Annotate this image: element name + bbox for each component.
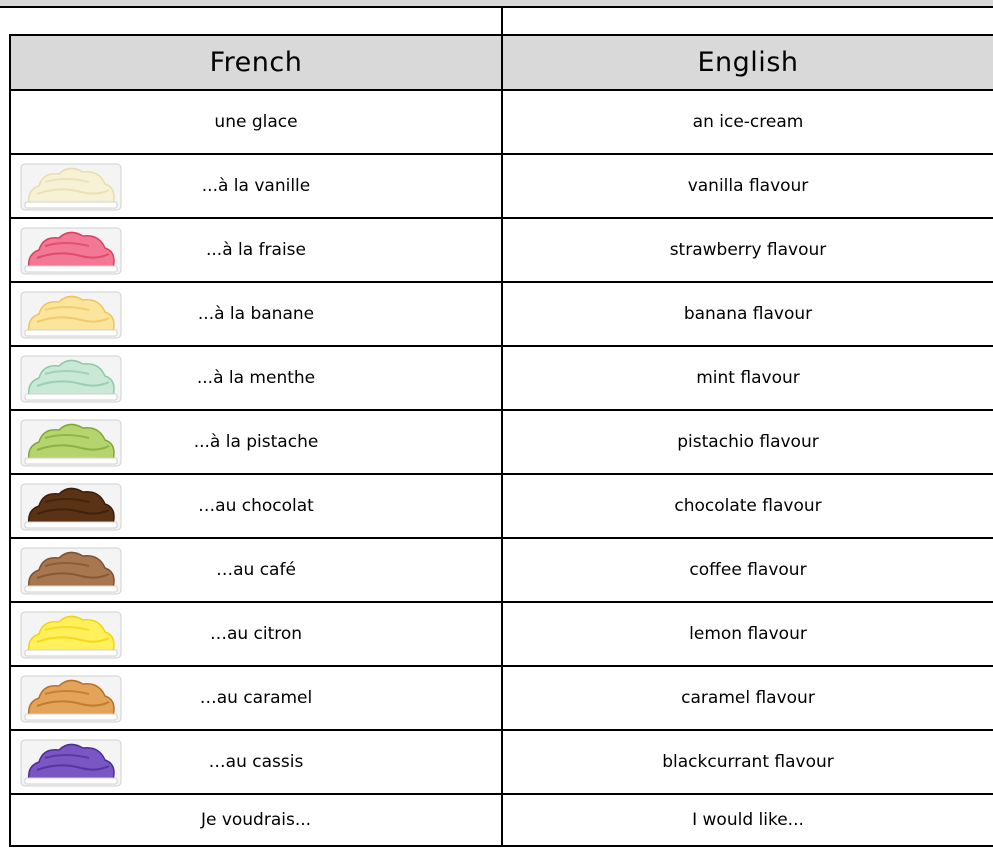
french-cell bbox=[10, 538, 502, 602]
french-term: une glace bbox=[214, 112, 298, 132]
english-term: vanilla flavour bbox=[502, 154, 993, 218]
top-header-band bbox=[0, 0, 993, 8]
english-term: coffee flavour bbox=[502, 538, 993, 602]
french-cell bbox=[10, 90, 502, 154]
pistachio-ice-cream-icon bbox=[19, 416, 123, 468]
french-term: ...à la fraise bbox=[205, 240, 306, 260]
coffee-ice-cream-icon bbox=[19, 544, 123, 596]
chocolate-ice-cream-icon bbox=[19, 480, 123, 532]
english-term: strawberry flavour bbox=[502, 218, 993, 282]
table-row bbox=[10, 538, 993, 602]
french-cell bbox=[10, 154, 502, 218]
french-cell bbox=[10, 474, 502, 538]
english-term: blackcurrant flavour bbox=[502, 730, 993, 794]
french-term: …au café bbox=[216, 560, 296, 580]
english-term: I would like... bbox=[502, 794, 993, 846]
english-term: an ice-cream bbox=[502, 90, 993, 154]
strawberry-ice-cream-icon bbox=[19, 224, 123, 276]
table-row bbox=[10, 154, 993, 218]
french-cell bbox=[10, 410, 502, 474]
table-row bbox=[10, 282, 993, 346]
french-term: …au chocolat bbox=[198, 496, 314, 516]
table-row bbox=[10, 90, 993, 154]
english-term: mint flavour bbox=[502, 346, 993, 410]
table-row bbox=[10, 730, 993, 794]
french-term: …au caramel bbox=[199, 688, 313, 708]
english-term: lemon flavour bbox=[502, 602, 993, 666]
french-term: ...à la menthe bbox=[196, 368, 316, 388]
french-term: ...à la pistache bbox=[193, 432, 319, 452]
french-cell bbox=[10, 346, 502, 410]
banana-ice-cream-icon bbox=[19, 288, 123, 340]
french-term: …au cassis bbox=[208, 752, 304, 772]
english-term: banana flavour bbox=[502, 282, 993, 346]
caramel-ice-cream-icon bbox=[19, 672, 123, 724]
top-column-divider bbox=[501, 8, 503, 35]
english-term: caramel flavour bbox=[502, 666, 993, 730]
table-row bbox=[10, 410, 993, 474]
french-term: ...à la banane bbox=[197, 304, 315, 324]
french-cell bbox=[10, 794, 502, 846]
french-cell bbox=[10, 666, 502, 730]
lemon-ice-cream-icon bbox=[19, 608, 123, 660]
vanilla-ice-cream-icon bbox=[19, 160, 123, 212]
table-row bbox=[10, 602, 993, 666]
table-row bbox=[10, 794, 993, 846]
vocabulary-table bbox=[9, 34, 993, 847]
english-term: chocolate flavour bbox=[502, 474, 993, 538]
table-row bbox=[10, 218, 993, 282]
french-term: Je voudrais... bbox=[200, 810, 312, 830]
french-cell bbox=[10, 282, 502, 346]
french-term: …au citron bbox=[209, 624, 303, 644]
english-term: pistachio flavour bbox=[502, 410, 993, 474]
blackcurrant-ice-cream-icon bbox=[19, 736, 123, 788]
table-row bbox=[10, 474, 993, 538]
french-cell bbox=[10, 730, 502, 794]
header-french: French bbox=[10, 35, 502, 90]
table-header-row bbox=[10, 35, 993, 90]
header-english: English bbox=[502, 35, 993, 90]
french-term: ...à la vanille bbox=[201, 176, 311, 196]
french-cell bbox=[10, 602, 502, 666]
mint-ice-cream-icon bbox=[19, 352, 123, 404]
table-row bbox=[10, 346, 993, 410]
french-cell bbox=[10, 218, 502, 282]
table-row bbox=[10, 666, 993, 730]
